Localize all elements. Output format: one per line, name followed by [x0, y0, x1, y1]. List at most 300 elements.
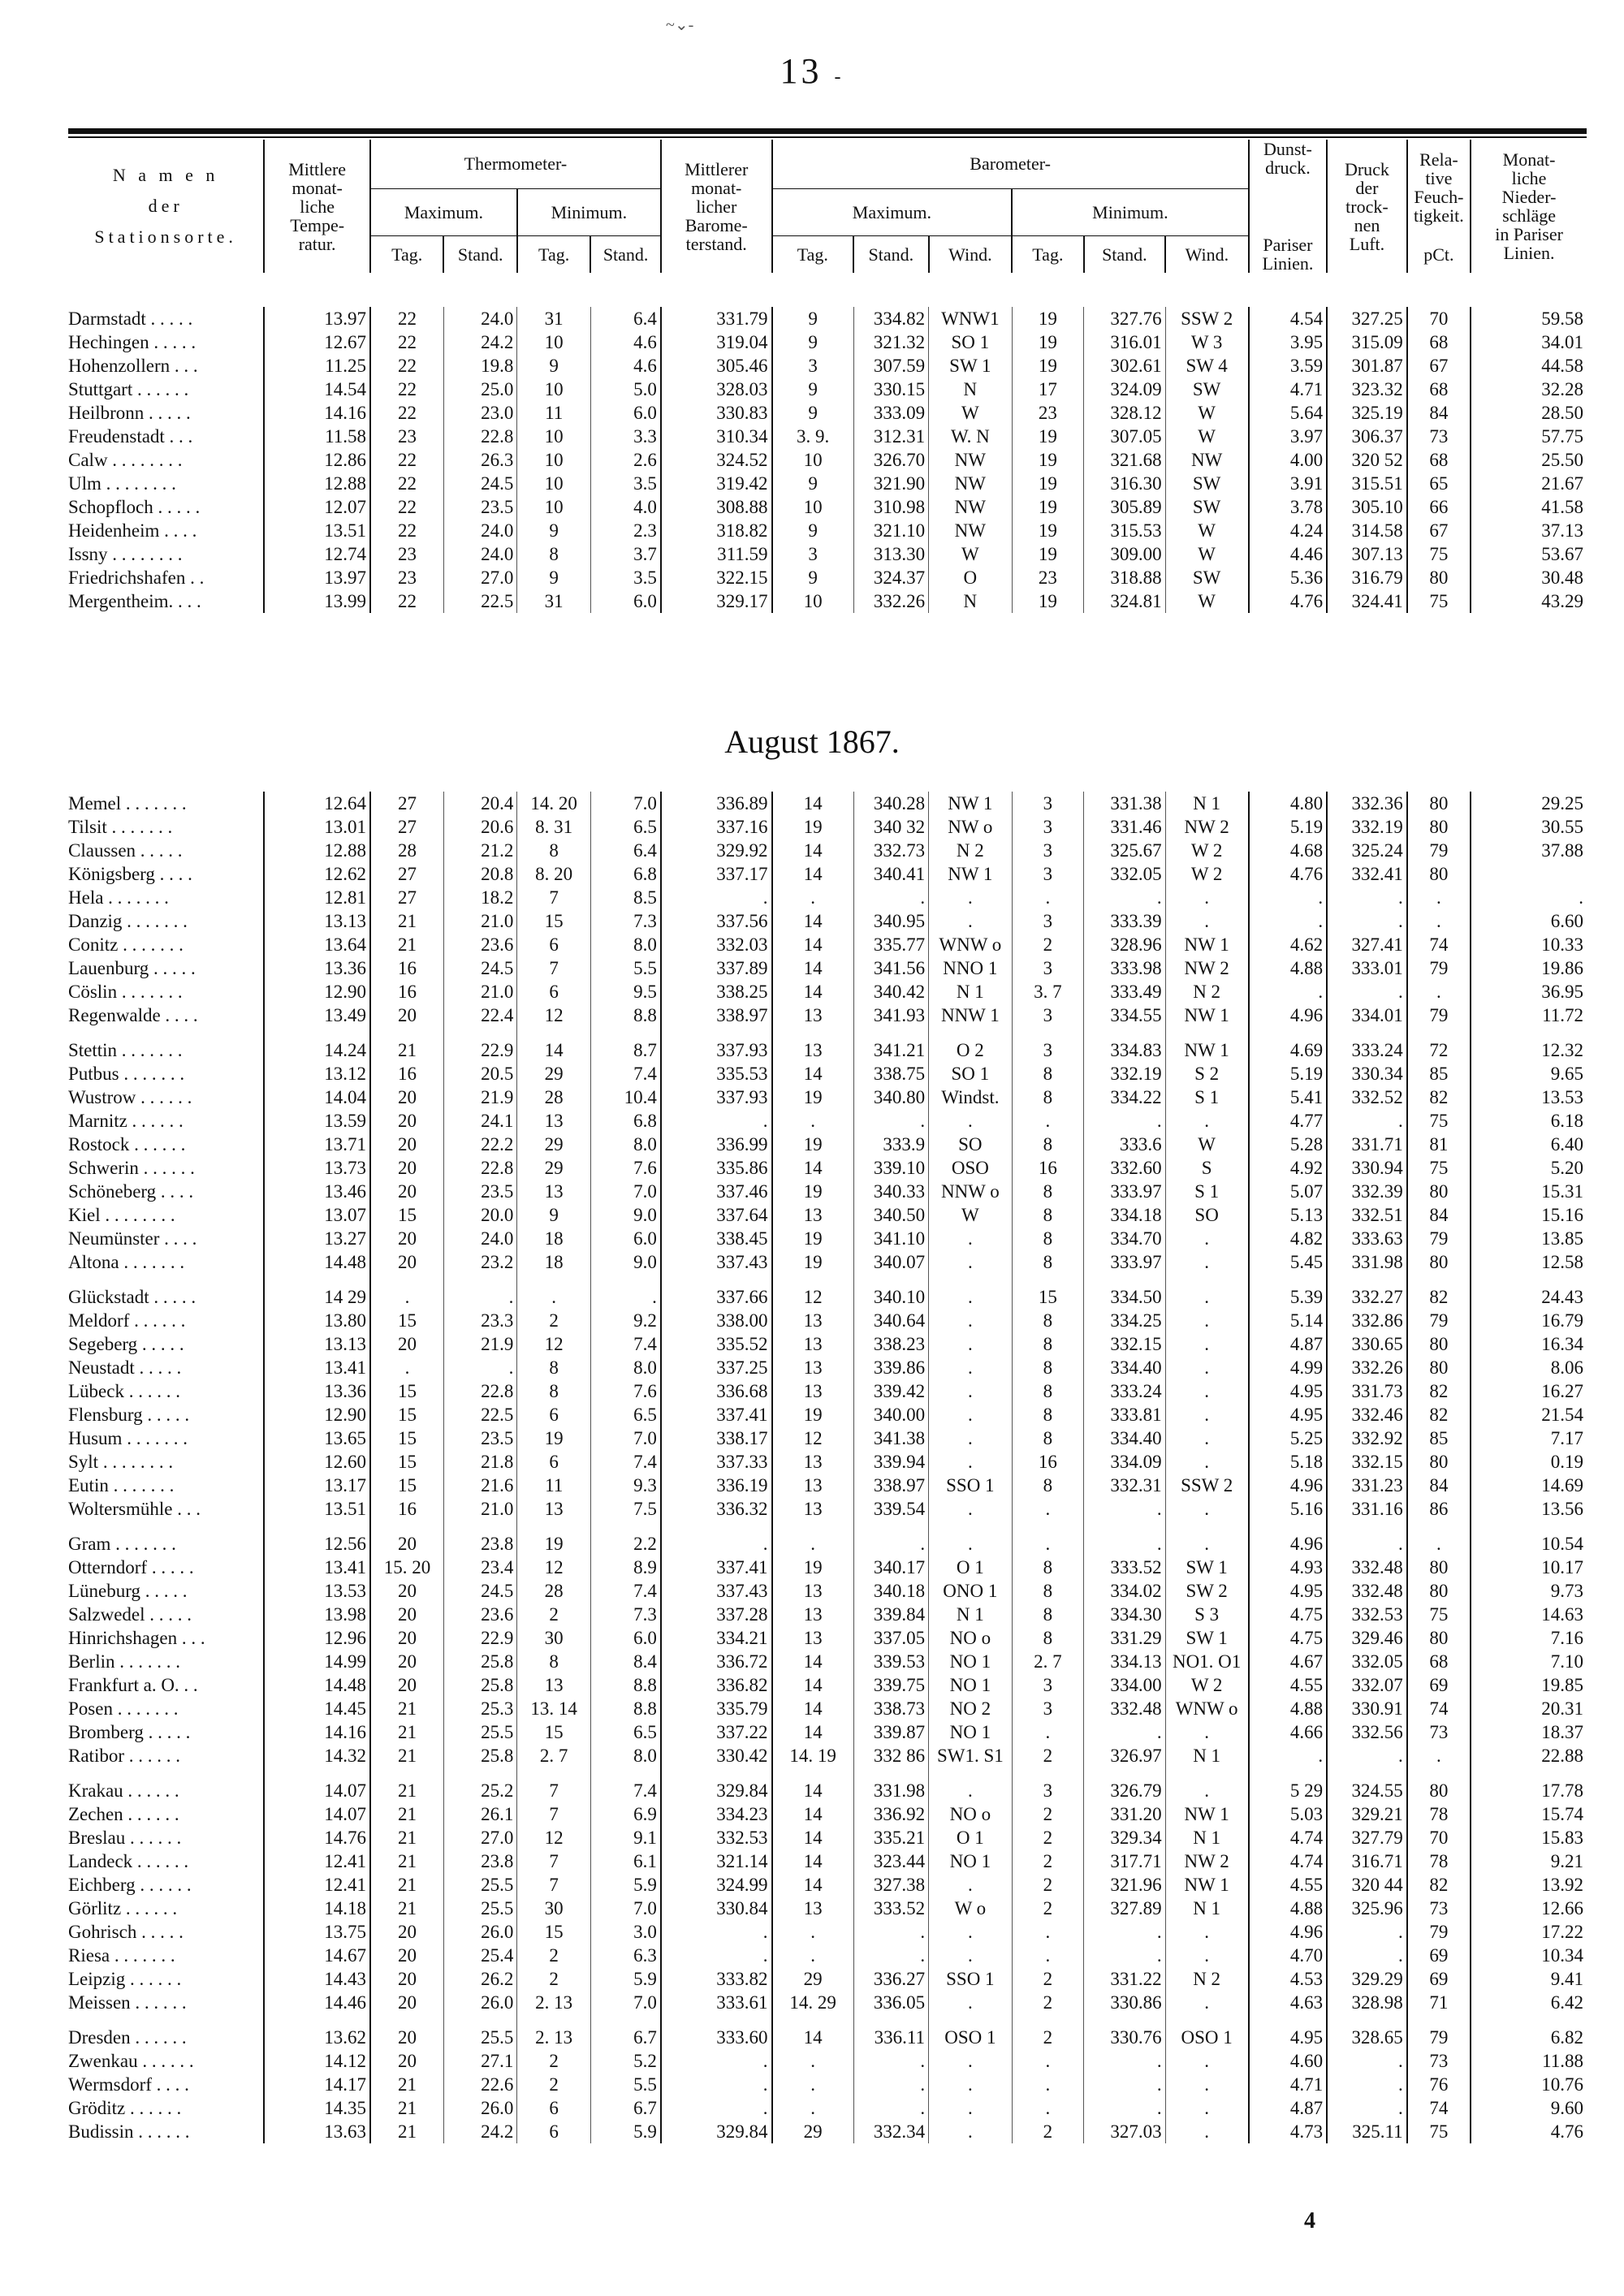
table-cell: 11.88	[1471, 2049, 1587, 2073]
table-cell: 22	[370, 354, 443, 378]
table-cell: .	[1165, 1109, 1249, 1133]
table-cell: 5.5	[590, 956, 660, 980]
table-cell: 13	[772, 1356, 854, 1379]
table-cell: 14	[772, 1849, 854, 1873]
table-cell: 329.84	[661, 1779, 772, 1802]
table-cell: .	[1165, 2120, 1249, 2143]
table-cell: 332.86	[1327, 1309, 1407, 1332]
table-cell: 336.68	[661, 1379, 772, 1403]
table-cell: 28	[517, 1085, 590, 1109]
station-name: Mergentheim. . . .	[68, 591, 201, 611]
table-row	[68, 1626, 1587, 1650]
station-name: Freudenstadt . . .	[68, 426, 193, 447]
table-cell: 5.36	[1249, 566, 1328, 589]
table-cell: 14.48	[264, 1673, 370, 1697]
table-cell: 6	[517, 1403, 590, 1426]
table-cell: 6.4	[590, 839, 660, 862]
table-cell: 332.52	[1327, 1085, 1407, 1109]
table-cell: 332.05	[1084, 862, 1166, 886]
table-cell: 14.99	[264, 1650, 370, 1673]
table-cell: .	[853, 1944, 928, 1967]
table-cell: 7	[517, 1779, 590, 1802]
table-row	[68, 2120, 1587, 2143]
table-cell: 4.71	[1249, 2073, 1328, 2096]
table-cell: 324.81	[1084, 589, 1166, 613]
table-cell: 3.5	[590, 472, 660, 495]
header-tag: Tag.	[517, 235, 590, 273]
table-cell: 321.10	[853, 519, 928, 542]
table-cell: 6.0	[590, 1626, 660, 1650]
table-cell: 325.96	[1327, 1897, 1407, 1920]
table-cell: 331.20	[1084, 1802, 1166, 1826]
table-row	[68, 425, 1587, 448]
table-cell: 14	[772, 1156, 854, 1180]
table-cell: 341.56	[853, 956, 928, 980]
table-row	[68, 2096, 1587, 2120]
table-cell: 341.10	[853, 1227, 928, 1250]
table-cell: 337.05	[853, 1626, 928, 1650]
table-cell: 20.6	[443, 815, 516, 839]
table-cell: 339.10	[853, 1156, 928, 1180]
table-cell: 4.96	[1249, 1920, 1328, 1944]
table-cell: .	[1327, 1744, 1407, 1767]
table-cell: 27.1	[443, 2049, 516, 2073]
table-cell: 2	[517, 2073, 590, 2096]
table-cell: W	[1165, 589, 1249, 613]
table-cell: 14	[772, 1802, 854, 1826]
table-cell: O 2	[929, 1038, 1013, 1062]
table-cell: 69	[1407, 1673, 1471, 1697]
table-cell: 79	[1407, 1227, 1471, 1250]
table-cell: 31	[517, 589, 590, 613]
table-cell: 14	[772, 1826, 854, 1849]
table-cell: 2	[1012, 1967, 1083, 1991]
table-cell: 23.2	[443, 1250, 516, 1274]
table-cell: 12.90	[264, 1403, 370, 1426]
table-cell: 22	[370, 472, 443, 495]
table-cell: 336.11	[853, 2026, 928, 2049]
header-wind: Wind.	[1165, 235, 1249, 273]
table-cell: 321.96	[1084, 1873, 1166, 1897]
table-row	[68, 1379, 1587, 1403]
table-cell: 27	[370, 815, 443, 839]
table-cell: 3	[1012, 909, 1083, 933]
table-cell: .	[1165, 1285, 1249, 1309]
table-cell: 3.97	[1249, 425, 1328, 448]
table-cell: 4.95	[1249, 2026, 1328, 2049]
station-name: Bromberg . . . . .	[68, 1722, 191, 1742]
table-cell: 9.2	[590, 1309, 660, 1332]
table-cell: 337.56	[661, 909, 772, 933]
table-cell: 330.34	[1327, 1062, 1407, 1085]
table-cell: .	[1165, 2049, 1249, 2073]
table-cell: 13.46	[264, 1180, 370, 1203]
table-cell: 70	[1407, 1826, 1471, 1849]
table-cell: 321.32	[853, 330, 928, 354]
table-cell: 4.68	[1249, 839, 1328, 862]
table-cell: 340.50	[853, 1203, 928, 1227]
table-cell: .	[1084, 1109, 1166, 1133]
table-cell: 21.9	[443, 1332, 516, 1356]
table-cell: 24.0	[443, 307, 516, 330]
table-cell: O	[929, 566, 1013, 589]
table-cell: 305.89	[1084, 495, 1166, 519]
table-cell: 22	[370, 307, 443, 330]
table-cell: 14. 20	[517, 792, 590, 815]
table-cell: .	[661, 2049, 772, 2073]
table-cell: 338.00	[661, 1309, 772, 1332]
table-cell: 37.13	[1471, 519, 1587, 542]
table-cell: 8	[1012, 1180, 1083, 1203]
table-cell: 337.17	[661, 862, 772, 886]
table-cell: 332.46	[1327, 1403, 1407, 1426]
table-cell: 15	[370, 1474, 443, 1497]
table-cell: 19	[772, 1085, 854, 1109]
table-cell: 12	[517, 1556, 590, 1579]
table-cell: 20.8	[443, 862, 516, 886]
table-cell: 19	[1012, 589, 1083, 613]
table-cell: 4.76	[1471, 2120, 1587, 2143]
table-cell: 14.48	[264, 1250, 370, 1274]
table-cell: 8	[517, 1650, 590, 1673]
table-cell: .	[1084, 2073, 1166, 2096]
table-cell: 13.13	[264, 909, 370, 933]
station-name: Cöslin . . . . . . .	[68, 982, 183, 1002]
table-cell: 324.55	[1327, 1779, 1407, 1802]
table-cell: 14.24	[264, 1038, 370, 1062]
table-cell: 332.15	[1084, 1332, 1166, 1356]
table-cell: N	[929, 378, 1013, 401]
table-cell: 9	[517, 566, 590, 589]
table-cell: 334.30	[1084, 1603, 1166, 1626]
table-cell: 7	[517, 1802, 590, 1826]
station-name: Krakau . . . . . .	[68, 1780, 179, 1801]
table-cell: 68	[1407, 1650, 1471, 1673]
table-cell: 23.5	[443, 1426, 516, 1450]
table-cell: 301.87	[1327, 354, 1407, 378]
table-cell: 9.0	[590, 1250, 660, 1274]
table-cell: 21	[370, 1038, 443, 1062]
group-spacer	[68, 1274, 1587, 1285]
table-cell: 334.21	[661, 1626, 772, 1650]
table-cell: 21	[370, 1802, 443, 1826]
table-cell: 329.34	[1084, 1826, 1166, 1849]
station-name: Zechen . . . . . .	[68, 1804, 179, 1824]
table-cell: .	[929, 1944, 1013, 1967]
table-cell: 17	[1012, 378, 1083, 401]
header-percent: pCt.	[1407, 235, 1471, 273]
table-cell: 13.13	[264, 1332, 370, 1356]
table-cell: .	[1084, 1920, 1166, 1944]
header-baro-maximum: Maximum.	[772, 188, 1013, 235]
station-name: Rostock . . . . . .	[68, 1134, 186, 1154]
table-cell: 331.29	[1084, 1626, 1166, 1650]
station-name: Husum . . . . . . .	[68, 1428, 188, 1448]
table-cell: 305.46	[661, 354, 772, 378]
table-cell: 25.5	[443, 1720, 516, 1744]
table-cell: 13.36	[264, 956, 370, 980]
table-cell: 13.62	[264, 2026, 370, 2049]
table-cell: 21.0	[443, 980, 516, 1003]
table-cell: 23.6	[443, 1603, 516, 1626]
table-cell: 6.18	[1471, 1109, 1587, 1133]
table-cell: 2	[1012, 1802, 1083, 1826]
table-row	[68, 1038, 1587, 1062]
table-cell: SW 1	[1165, 1556, 1249, 1579]
table-cell: 21	[370, 1826, 443, 1849]
table-cell: 6.7	[590, 2096, 660, 2120]
table-cell: 317.71	[1084, 1849, 1166, 1873]
table-cell: 57.75	[1471, 425, 1587, 448]
table-cell: 84	[1407, 1203, 1471, 1227]
table-cell: 16.34	[1471, 1332, 1587, 1356]
table-cell: S 1	[1165, 1085, 1249, 1109]
table-cell: .	[1165, 909, 1249, 933]
table-cell: 334.18	[1084, 1203, 1166, 1227]
table-cell: 6	[517, 2096, 590, 2120]
table-cell: 14.17	[264, 2073, 370, 2096]
table-cell: 10.4	[590, 1085, 660, 1109]
header-rule-thin	[68, 136, 1587, 138]
table-cell: 340.64	[853, 1309, 928, 1332]
table-cell: 332.73	[853, 839, 928, 862]
table-cell: 21	[370, 1744, 443, 1767]
table-cell: 12.90	[264, 980, 370, 1003]
table-cell: .	[1165, 1379, 1249, 1403]
table-cell: 21	[370, 1779, 443, 1802]
table-cell: .	[1012, 1920, 1083, 1944]
table-cell: 75	[1407, 1603, 1471, 1626]
table-cell: .	[1327, 1920, 1407, 1944]
table-cell: 17.78	[1471, 1779, 1587, 1802]
station-name: Wermsdorf . . . .	[68, 2074, 189, 2095]
table-cell: 20.5	[443, 1062, 516, 1085]
table-cell: 315.53	[1084, 519, 1166, 542]
table-cell: N 1	[929, 1603, 1013, 1626]
station-name: Meldorf . . . . . .	[68, 1310, 186, 1331]
table-row	[68, 1720, 1587, 1744]
table-cell: 15.83	[1471, 1826, 1587, 1849]
table-cell: 14	[772, 933, 854, 956]
table-cell: 337.41	[661, 1403, 772, 1426]
table-cell: 340.41	[853, 862, 928, 886]
table-cell: 19	[517, 1532, 590, 1556]
station-name: Altona . . . . . . .	[68, 1252, 185, 1272]
table-cell: W	[1165, 401, 1249, 425]
table-cell: 13.59	[264, 1109, 370, 1133]
table-cell: NO 1	[929, 1849, 1013, 1873]
table-cell: 27	[370, 792, 443, 815]
table-cell: 332.60	[1084, 1156, 1166, 1180]
table-cell: 4.87	[1249, 1332, 1328, 1356]
table-cell: 324.52	[661, 448, 772, 472]
table-cell: 20	[370, 1133, 443, 1156]
table-cell: 82	[1407, 1085, 1471, 1109]
table-cell: .	[929, 2096, 1013, 2120]
table-cell: 13.01	[264, 815, 370, 839]
table-cell: O 1	[929, 1826, 1013, 1849]
station-name: Memel . . . . . . .	[68, 793, 187, 814]
table-cell: 14	[772, 862, 854, 886]
table-cell: 319.42	[661, 472, 772, 495]
table-cell: N 1	[1165, 1897, 1249, 1920]
table-cell: 80	[1407, 1180, 1471, 1203]
table-cell: 335.79	[661, 1697, 772, 1720]
table-cell: 333.52	[1084, 1556, 1166, 1579]
table-cell: 9	[772, 378, 854, 401]
table-cell: .	[1012, 2073, 1083, 2096]
table-cell: .	[1084, 1497, 1166, 1521]
table-cell: WNW1	[929, 307, 1013, 330]
table-cell: 3.3	[590, 425, 660, 448]
table-cell: 20	[370, 1650, 443, 1673]
table-cell: 16.79	[1471, 1309, 1587, 1332]
table-cell: 20	[370, 1250, 443, 1274]
table-cell: 19	[772, 1227, 854, 1250]
table-cell: 4.6	[590, 330, 660, 354]
table-cell: OSO	[929, 1156, 1013, 1180]
table-cell: 25.8	[443, 1744, 516, 1767]
table-cell: 331.79	[661, 307, 772, 330]
table-cell: 72	[1407, 1038, 1471, 1062]
table-cell: 4.76	[1249, 862, 1328, 886]
header-stand: Stand.	[853, 235, 928, 273]
table-cell: 3	[772, 542, 854, 566]
table-cell: NO 2	[929, 1697, 1013, 1720]
table-cell: 22	[370, 519, 443, 542]
table-cell: 3.59	[1249, 354, 1328, 378]
table-cell: NO 1	[929, 1673, 1013, 1697]
table-cell: 310.98	[853, 495, 928, 519]
station-name: Landeck . . . . . .	[68, 1851, 189, 1871]
table-cell: 4.54	[1249, 307, 1328, 330]
table-cell: 327.41	[1327, 933, 1407, 956]
table-cell: 20.0	[443, 1203, 516, 1227]
table-row	[68, 1826, 1587, 1849]
table-row	[68, 330, 1587, 354]
table-cell: 25.50	[1471, 448, 1587, 472]
table-cell: 17.22	[1471, 1920, 1587, 1944]
table-row	[68, 1426, 1587, 1450]
table-cell: 14.69	[1471, 1474, 1587, 1497]
table-cell: 336.19	[661, 1474, 772, 1497]
table-cell: W 3	[1165, 330, 1249, 354]
station-name: Friedrichshafen . .	[68, 568, 205, 588]
station-name: Hohenzollern . . .	[68, 356, 198, 376]
table-cell: 7.0	[590, 1897, 660, 1920]
table-cell: 339.42	[853, 1379, 928, 1403]
table-cell: 14	[772, 956, 854, 980]
table-cell: 10	[517, 330, 590, 354]
table-cell: SO	[929, 1133, 1013, 1156]
table-cell: 332.48	[1327, 1556, 1407, 1579]
table-cell: 20	[370, 1003, 443, 1027]
table-cell: 336.05	[853, 1991, 928, 2014]
table-cell: .	[853, 2073, 928, 2096]
table-cell: 332.34	[853, 2120, 928, 2143]
station-name: Calw . . . . . . . .	[68, 450, 183, 470]
table-cell: 9	[772, 307, 854, 330]
table-cell: 332.27	[1327, 1285, 1407, 1309]
group-spacer	[68, 1521, 1587, 1532]
table-cell: 319.04	[661, 330, 772, 354]
table-cell: 2.6	[590, 448, 660, 472]
table-cell: 340 32	[853, 815, 928, 839]
table-cell: N 1	[929, 980, 1013, 1003]
table-cell: 12.62	[264, 862, 370, 886]
table-cell: 25.5	[443, 1873, 516, 1897]
table-cell: 340.28	[853, 792, 928, 815]
table-cell: .	[1165, 1227, 1249, 1250]
table-cell: 327.25	[1327, 307, 1407, 330]
table-cell: 29	[517, 1156, 590, 1180]
table-cell: 13.27	[264, 1227, 370, 1250]
header-vapour-pressure: Dunst- druck.	[1249, 140, 1328, 235]
table-cell: 8.0	[590, 1744, 660, 1767]
table-cell: 14. 19	[772, 1744, 854, 1767]
table-cell: 340.95	[853, 909, 928, 933]
table-cell: 75	[1407, 542, 1471, 566]
header-precipitation: Monat- liche Nieder- schläge in Pariser Linien.	[1471, 140, 1587, 273]
table-cell: 14.12	[264, 2049, 370, 2073]
table-cell: W	[929, 542, 1013, 566]
table-cell: 22	[370, 448, 443, 472]
table-cell: 333.49	[1084, 980, 1166, 1003]
table-cell: S 2	[1165, 1062, 1249, 1085]
table-cell: 337.22	[661, 1720, 772, 1744]
table-cell: 333.82	[661, 1967, 772, 1991]
table-cell: 337.46	[661, 1180, 772, 1203]
table-cell: .	[929, 1426, 1013, 1450]
table-cell: 12.86	[264, 448, 370, 472]
table-row	[68, 2049, 1587, 2073]
table-cell: 8.9	[590, 1556, 660, 1579]
table-cell: 23.8	[443, 1532, 516, 1556]
table-cell: 13.65	[264, 1426, 370, 1450]
table-cell: 337.28	[661, 1603, 772, 1626]
table-cell: 13	[772, 1450, 854, 1474]
table-cell: 13	[772, 1309, 854, 1332]
table-cell: 9	[772, 519, 854, 542]
table-cell: .	[1327, 2049, 1407, 2073]
table-row	[68, 1497, 1587, 1521]
table-cell: 334.23	[661, 1802, 772, 1826]
table-cell: 7.10	[1471, 1650, 1587, 1673]
table-cell: 341.21	[853, 1038, 928, 1062]
table-cell: 24.5	[443, 956, 516, 980]
table-cell: 305.10	[1327, 495, 1407, 519]
table-cell: 19	[772, 1180, 854, 1203]
table-cell: 2	[517, 1603, 590, 1626]
table-cell: 341.38	[853, 1426, 928, 1450]
table-cell: 2. 7	[1012, 1650, 1083, 1673]
table-cell: 338.25	[661, 980, 772, 1003]
table-cell: 324.99	[661, 1873, 772, 1897]
table-cell: 4.55	[1249, 1873, 1328, 1897]
table-cell: 25.2	[443, 1779, 516, 1802]
table-cell: 19.86	[1471, 956, 1587, 980]
table-cell: SW	[1165, 378, 1249, 401]
table-cell: 14	[772, 1650, 854, 1673]
table-cell: 13.53	[1471, 1085, 1587, 1109]
table-cell: 22.9	[443, 1038, 516, 1062]
table-cell: 318.82	[661, 519, 772, 542]
table-cell: .	[1012, 1497, 1083, 1521]
station-name: Claussen . . . . .	[68, 840, 183, 861]
table-cell: 21	[370, 1720, 443, 1744]
table-cell: 14.04	[264, 1085, 370, 1109]
table-cell: 333.60	[661, 2026, 772, 2049]
